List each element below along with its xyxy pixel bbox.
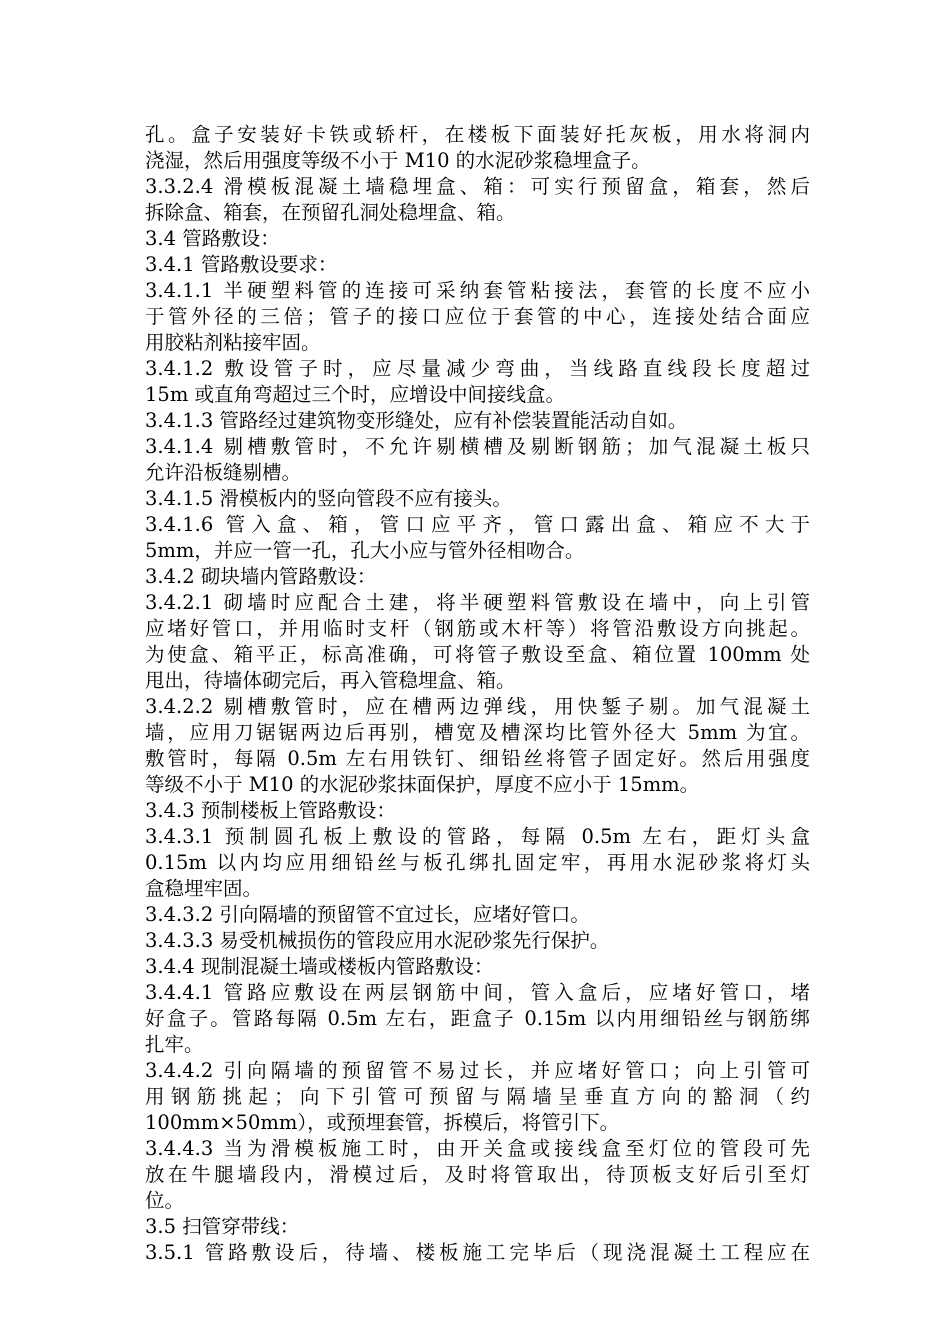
- text-line: 盒稳埋牢固。: [145, 877, 263, 900]
- text-line: 浇湿，然后用强度等级不小于 M10 的水泥砂浆稳埋盒子。: [145, 149, 651, 172]
- text-line: 敷管时，每隔 0.5m 左右用铁钉、细铅丝将管子固定好。然后用强度: [145, 747, 810, 770]
- text-line: 墙，应用刀锯锯两边后再别，槽宽及槽深均比管外径大 5mm 为宜。: [145, 721, 810, 744]
- section-heading: 3.4.3 预制楼板上管路敷设：: [145, 799, 396, 822]
- text-line: 3.4.3.1 预制圆孔板上敷设的管路，每隔 0.5m 左右，距灯头盒: [145, 825, 810, 848]
- text-line: 于管外径的三倍；管子的接口应位于套管的中心，连接处结合面应: [145, 305, 810, 328]
- text-line: 3.4.1.6 管入盒、箱，管口应平齐，管口露出盒、箱应不大于: [145, 513, 810, 536]
- text-line: 位。: [145, 1189, 185, 1212]
- text-line: 3.4.3.2 引向隔墙的预留管不宜过长，应堵好管口。: [145, 903, 590, 926]
- text-line: 3.4.1.5 滑模板内的竖向管段不应有接头。: [145, 487, 512, 510]
- section-heading: 3.5 扫管穿带线：: [145, 1215, 300, 1238]
- section-heading: 3.4 管路敷设：: [145, 227, 280, 250]
- text-line: 应堵好管口，并用临时支杆（钢筋或木杆等）将管沿敷设方向挑起。: [145, 617, 810, 640]
- text-line: 3.4.1.2 敷设管子时，应尽量减少弯曲，当线路直线段长度超过: [145, 357, 810, 380]
- body-text: [145, 122, 810, 1266]
- text-line: 3.4.3.3 易受机械损伤的管段应用水泥砂浆先行保护。: [145, 929, 610, 952]
- section-heading: 3.4.1 管路敷设要求：: [145, 253, 338, 276]
- text-line: 3.5.1 管路敷设后，待墙、楼板施工完毕后（现浇混凝土工程应在: [145, 1241, 810, 1264]
- text-line: 3.4.1.1 半硬塑料管的连接可采纳套管粘接法，套管的长度不应小: [145, 279, 810, 302]
- text-line: 3.4.4.3 当为滑模板施工时，由开关盒或接线盒至灯位的管段可先: [145, 1137, 810, 1160]
- text-line: 3.4.2.2 剔槽敷管时，应在槽两边弹线，用快錾子剔。加气混凝土: [145, 695, 810, 718]
- text-line: 100mm×50mm），或预埋套管，拆模后，将管引下。: [145, 1111, 620, 1134]
- text-line: 孔。盒子安装好卡铁或轿杆，在楼板下面装好托灰板，用水将洞内: [145, 123, 810, 146]
- text-line: 用钢筋挑起；向下引管可预留与隔墙呈垂直方向的豁洞（约: [145, 1085, 810, 1108]
- text-line: 拆除盒、箱套，在预留孔洞处稳埋盒、箱。: [145, 201, 516, 224]
- section-heading: 3.4.4 现制混凝土墙或楼板内管路敷设：: [145, 955, 494, 978]
- text-line: 5mm，并应一管一孔，孔大小应与管外径相吻合。: [145, 539, 585, 562]
- text-line: 等级不小于 M10 的水泥砂浆抹面保护，厚度不应小于 15mm。: [145, 773, 700, 796]
- text-line: 好盒子。管路每隔 0.5m 左右，距盒子 0.15m 以内用细铅丝与钢筋绑: [145, 1007, 810, 1030]
- text-line: 3.3.2.4 滑模板混凝土墙稳埋盒、箱：可实行预留盒，箱套，然后: [145, 175, 810, 198]
- text-line: 为使盒、箱平正，标高准确，可将管子敷设至盒、箱位置 100mm 处: [145, 643, 810, 666]
- text-line: 放在牛腿墙段内，滑模过后，及时将管取出，待顶板支好后引至灯: [145, 1163, 810, 1186]
- text-line: 3.4.4.1 管路应敷设在两层钢筋中间，管入盒后，应堵好管口，堵: [145, 981, 810, 1004]
- text-line: 允许沿板缝剔槽。: [145, 461, 302, 484]
- text-line: 扎牢。: [145, 1033, 204, 1056]
- text-line: 0.15m 以内均应用细铅丝与板孔绑扎固定牢，再用水泥砂浆将灯头: [145, 851, 810, 874]
- section-heading: 3.4.2 砌块墙内管路敷设：: [145, 565, 377, 588]
- text-line: 15m 或直角弯超过三个时，应增设中间接线盒。: [145, 383, 566, 406]
- text-line: 3.4.1.3 管路经过建筑物变形缝处，应有补偿装置能活动自如。: [145, 409, 688, 432]
- text-line: 3.4.2.1 砌墙时应配合土建，将半硬塑料管敷设在墙中，向上引管: [145, 591, 810, 614]
- text-line: 用胶粘剂粘接牢固。: [145, 331, 321, 354]
- text-line: 甩出，待墙体砌完后，再入管稳埋盒、箱。: [145, 669, 516, 692]
- text-line: 3.4.4.2 引向隔墙的预留管不易过长，并应堵好管口；向上引管可: [145, 1059, 810, 1082]
- text-line: 3.4.1.4 剔槽敷管时，不允许剔横槽及剔断钢筋；加气混凝土板只: [145, 435, 810, 458]
